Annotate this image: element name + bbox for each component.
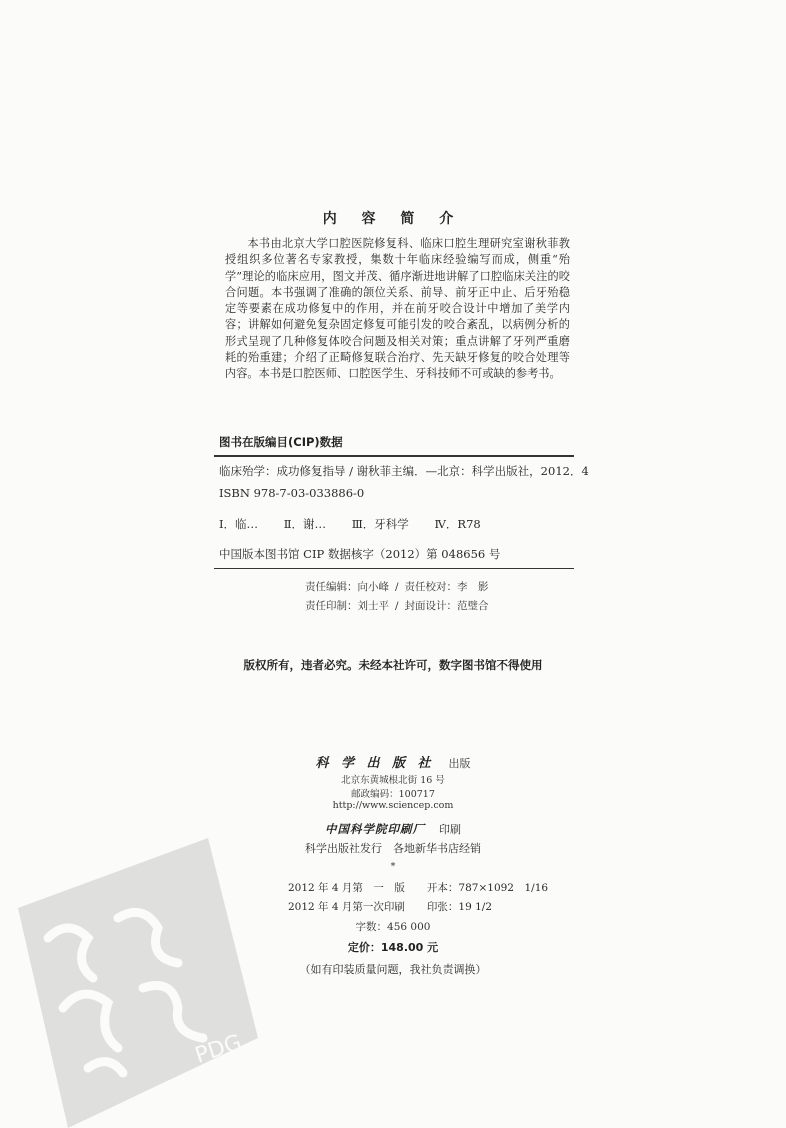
- publisher-name: 科 学 出 版 社: [315, 756, 435, 771]
- credit-editor: 责任编辑：向小峰: [305, 581, 389, 593]
- cip-category: Ⅳ．R78: [434, 517, 481, 531]
- cip-category: Ⅰ．临…: [219, 517, 259, 531]
- separator-star: *: [390, 861, 396, 872]
- edition-text: 2012 年 4 月第 一 版: [288, 882, 405, 894]
- printer-role: 印刷: [439, 823, 461, 836]
- publisher-postcode: 邮政编码：100717: [351, 789, 435, 800]
- cip-heading: 图书在版编目(CIP)数据: [219, 435, 343, 449]
- publisher-line: [0, 752, 786, 771]
- cip-approval: 中国版本图书馆 CIP 数据核字（2012）第 048656 号: [219, 547, 501, 561]
- distribution-line: 科学出版社发行 各地新华书店经销: [305, 842, 481, 855]
- publisher-url: http://www.sciencep.com: [332, 800, 454, 811]
- printer-line: [0, 818, 786, 837]
- cip-category: Ⅱ．谢…: [283, 517, 327, 531]
- cip-bottom-rule: [214, 568, 574, 569]
- cip-title-line: 临床殆学：成功修复指导 / 谢秋菲主编．—北京：科学出版社，2012．4: [219, 464, 589, 478]
- credit-cover: 封面设计：范璧合: [404, 600, 489, 612]
- price: 定价：148.00 元: [347, 941, 439, 954]
- credits-row-1: 责任编辑：向小峰 / 责任校对：李 影: [305, 581, 489, 593]
- format-text: 开本：787×1092 1/16: [426, 882, 549, 894]
- printer-name: 中国科学院印刷厂: [325, 822, 425, 836]
- words-count: 字数：456 000: [355, 921, 431, 933]
- summary-body: 本书由北京大学口腔医院修复科、临床口腔生理研究室谢秋菲教授组织多位著名专家教授，集数十年临床经验编写而成，侧重“殆学”理论的临床应用，图文并茂、循序渐进地讲解了口腔临床关注的咬合问题。本书强调了准确的颌位关系、前导、前牙正中止、后牙殆稳定等要素在成功修复中的作用，并在前牙咬合设计中增加了美学内容；讲解如何避免复杂固定修复可能引发的咬合紊乱，以病例分析的形式呈现了几种修复体咬合问题及相关对策；重点讲解了牙列严重磨耗的殆重建；介绍了正畸修复联合治疗、先天缺牙修复的咬合处理等内容。本书是口腔医师、口腔医学生、牙科技师不可或缺的参考书。: [225, 237, 570, 381]
- credit-printing: 责任印制：刘士平: [305, 600, 389, 612]
- quality-note: （如有印装质量问题，我社负责调换）: [299, 963, 487, 976]
- cip-top-rule: [214, 455, 574, 457]
- watermark-text: PDG: [192, 1030, 245, 1069]
- copyright-notice: 版权所有，违者必究。未经本社许可，数字图书馆不得使用: [243, 658, 543, 672]
- cip-categories: [219, 516, 481, 532]
- publisher-address: 北京东黄城根北街 16 号: [341, 775, 445, 786]
- edition-row: [288, 880, 548, 895]
- publisher-role: 出版: [448, 757, 471, 770]
- seal-shape: [18, 838, 258, 1128]
- printing-row: [288, 899, 492, 914]
- credit-proofreader: 责任校对：李 影: [404, 581, 489, 593]
- cip-isbn: ISBN 978-7-03-033886-0: [219, 486, 365, 500]
- sheets-text: 印张：19 1/2: [426, 901, 493, 913]
- cip-category: Ⅲ．牙科学: [351, 517, 409, 531]
- watermark-seal: [8, 838, 258, 1128]
- credits-row-2: 责任印制：刘士平 / 封面设计：范璧合: [305, 600, 489, 612]
- summary-title: 内 容 简 介: [322, 211, 464, 227]
- printing-text: 2012 年 4 月第一次印刷: [288, 901, 405, 913]
